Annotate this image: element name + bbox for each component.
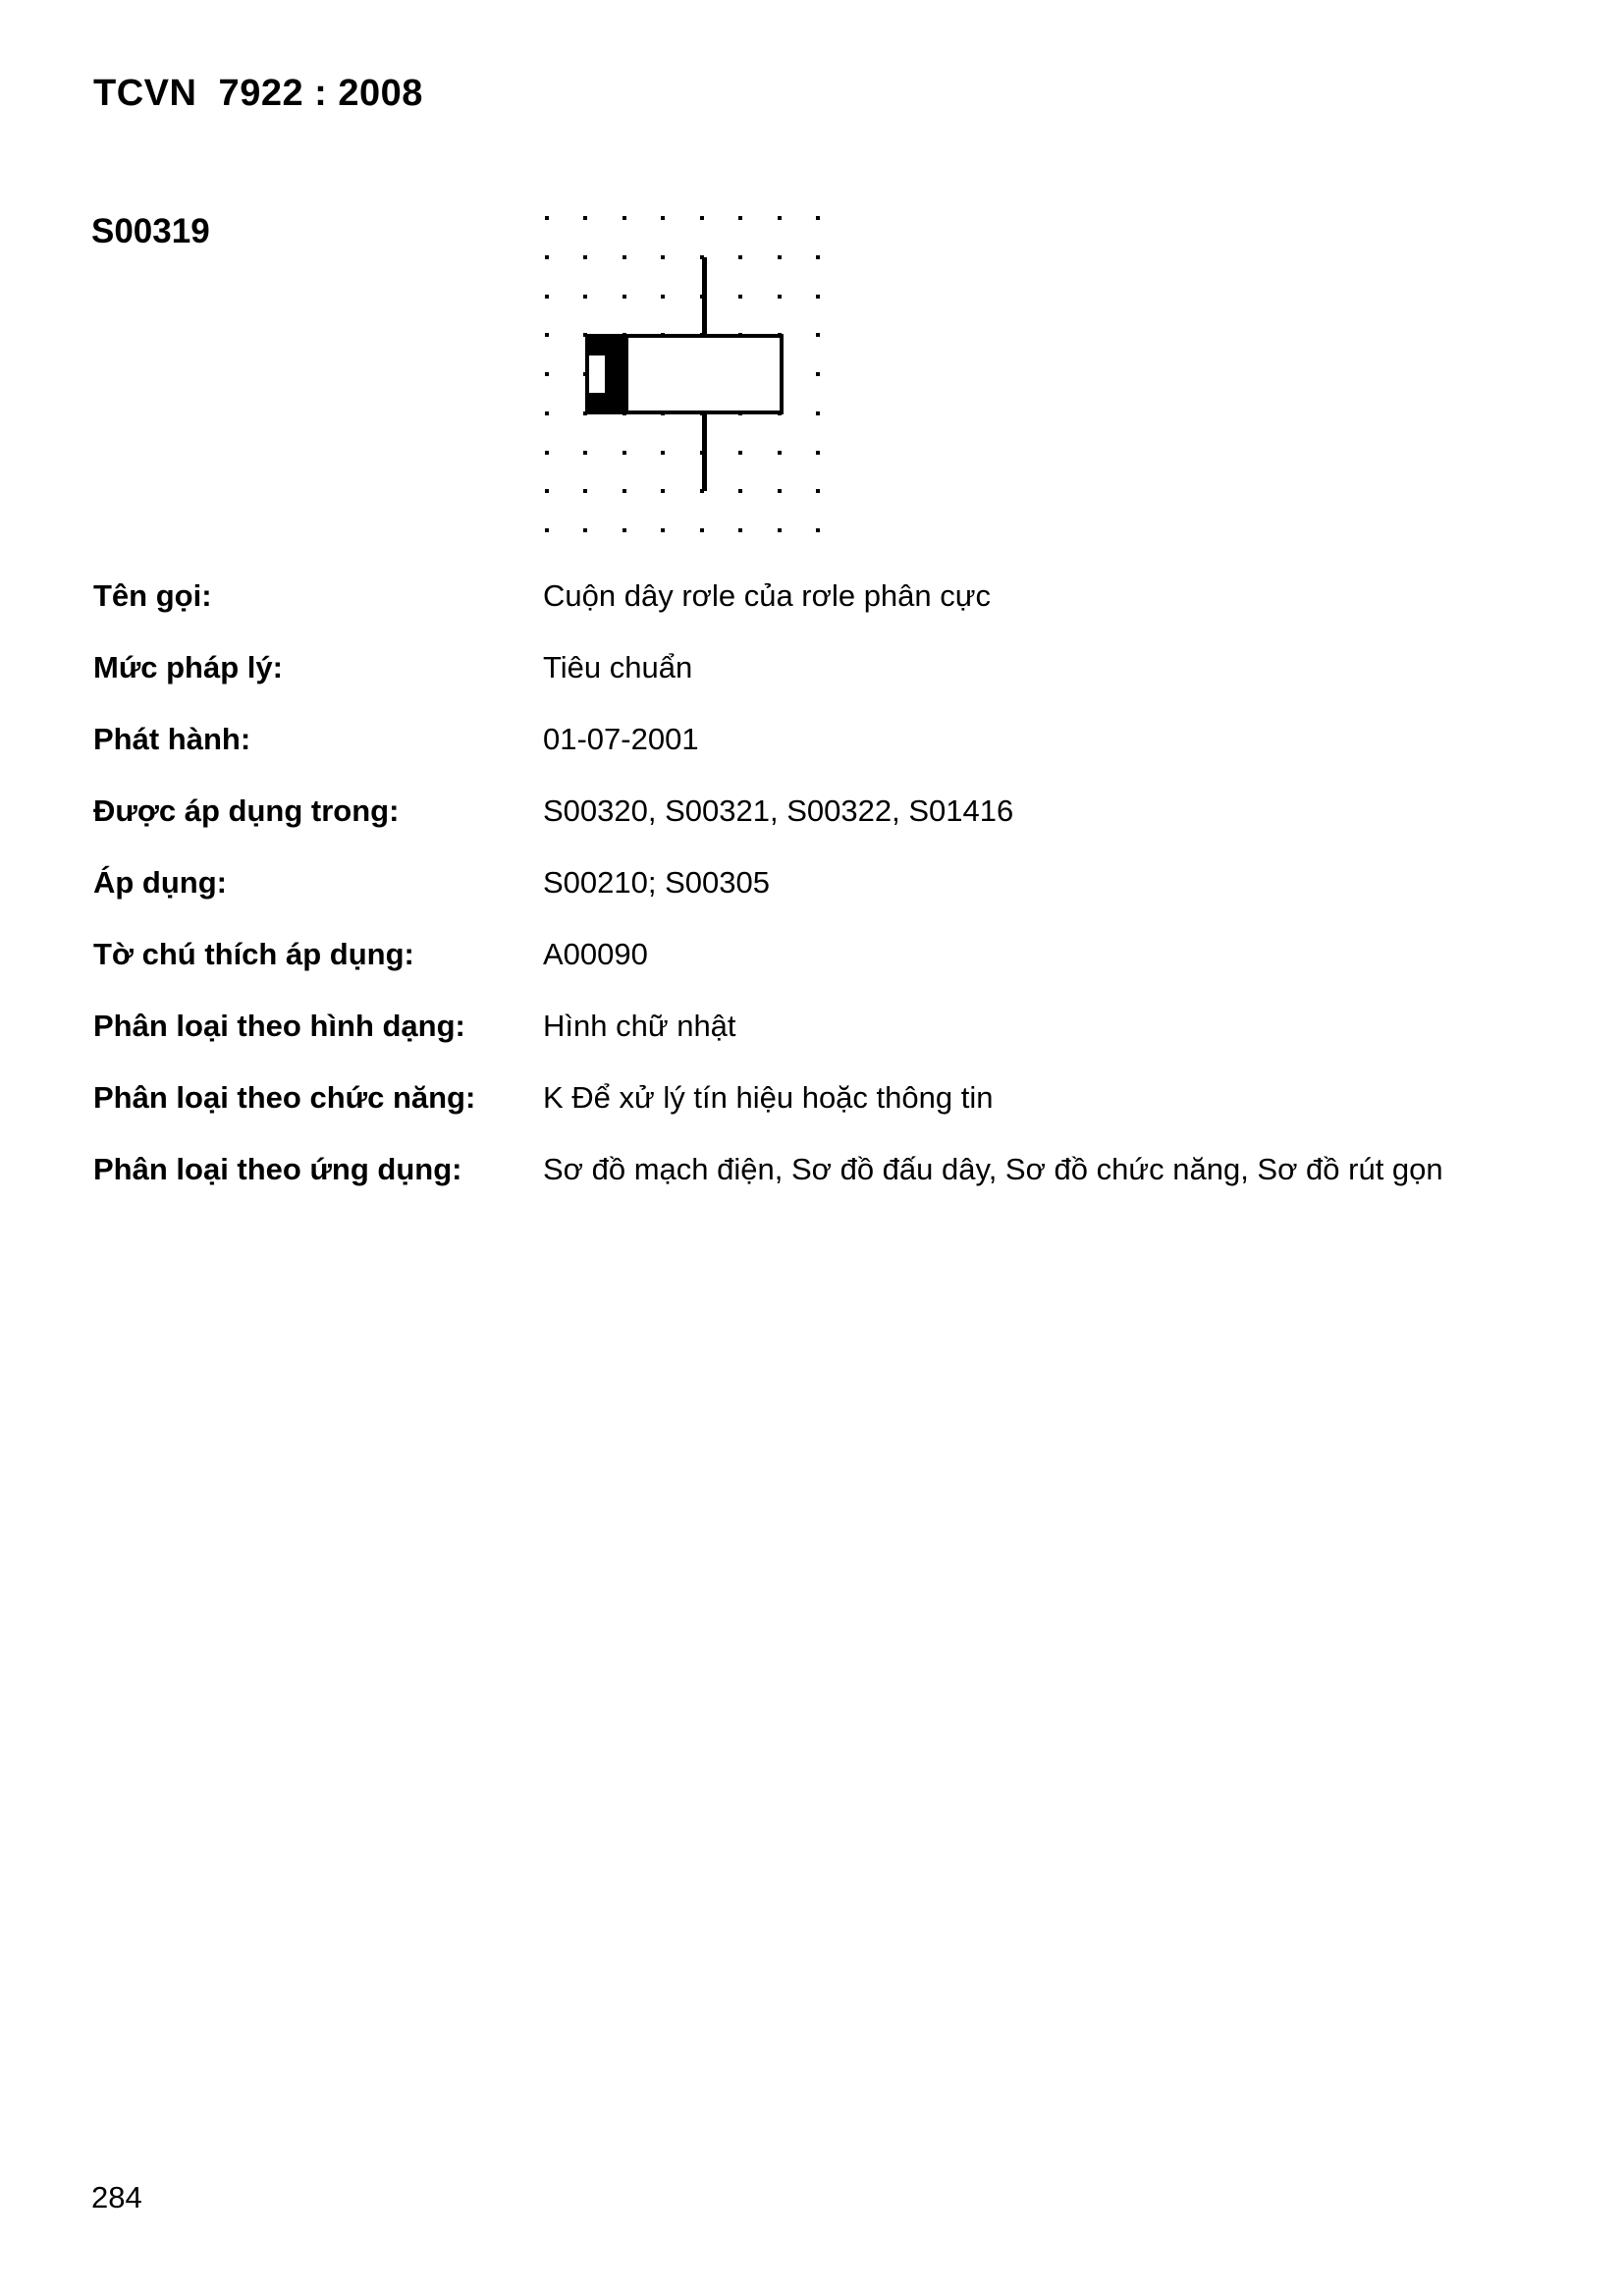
grid-dot <box>583 255 587 259</box>
grid-dot <box>816 528 820 532</box>
field-label: Tờ chú thích áp dụng: <box>93 937 414 971</box>
grid-dot <box>816 411 820 415</box>
grid-dot <box>545 372 549 376</box>
field-value: Sơ đồ mạch điện, Sơ đồ đấu dây, Sơ đồ chức năng, Sơ đồ rút gọn <box>543 1152 1443 1186</box>
grid-dot <box>545 333 549 337</box>
field-list <box>0 574 1624 1219</box>
symbol-figure <box>530 201 844 555</box>
field-value: 01-07-2001 <box>543 722 699 756</box>
grid-dot <box>778 216 782 220</box>
field-row <box>0 1075 1624 1147</box>
grid-dot <box>661 295 665 299</box>
terminal-line-top <box>702 257 707 334</box>
polarity-notch <box>589 355 605 393</box>
field-row <box>0 1147 1624 1219</box>
grid-dot <box>738 528 742 532</box>
grid-dot <box>738 216 742 220</box>
grid-dot <box>623 489 626 493</box>
grid-dot <box>816 372 820 376</box>
grid-dot <box>623 295 626 299</box>
page-number: 284 <box>91 2180 142 2214</box>
grid-dot <box>816 333 820 337</box>
terminal-line-bottom <box>702 414 707 491</box>
grid-dot <box>700 216 704 220</box>
grid-dot <box>738 489 742 493</box>
field-label: Phát hành: <box>93 722 251 756</box>
field-value: Cuộn dây rơle của rơle phân cực <box>543 578 992 613</box>
relay-coil-rectangle <box>585 334 784 414</box>
field-row <box>0 574 1624 645</box>
grid-dot <box>661 489 665 493</box>
field-row <box>0 789 1624 860</box>
grid-dot <box>661 255 665 259</box>
grid-dot <box>545 411 549 415</box>
field-value: Tiêu chuẩn <box>543 650 693 684</box>
field-row <box>0 860 1624 932</box>
grid-dot <box>816 451 820 455</box>
grid-dot <box>545 489 549 493</box>
grid-dot <box>738 255 742 259</box>
grid-dot <box>778 489 782 493</box>
field-row <box>0 645 1624 717</box>
grid-dot <box>738 451 742 455</box>
grid-dot <box>778 451 782 455</box>
field-label: Phân loại theo ứng dụng: <box>93 1152 462 1186</box>
grid-dot <box>545 528 549 532</box>
field-label: Phân loại theo hình dạng: <box>93 1009 465 1043</box>
grid-dot <box>816 255 820 259</box>
grid-dot <box>778 528 782 532</box>
field-value: S00210; S00305 <box>543 865 770 900</box>
polarity-black-block <box>589 338 628 410</box>
field-row <box>0 932 1624 1004</box>
field-label: Phân loại theo chức năng: <box>93 1080 476 1115</box>
grid-dot <box>623 528 626 532</box>
grid-dot <box>545 255 549 259</box>
grid-dot <box>623 216 626 220</box>
grid-dot <box>583 295 587 299</box>
grid-dot <box>738 295 742 299</box>
grid-dot <box>661 528 665 532</box>
field-label: Mức pháp lý: <box>93 650 283 684</box>
grid-dot <box>816 489 820 493</box>
grid-dot <box>583 489 587 493</box>
grid-dot <box>778 255 782 259</box>
field-row <box>0 1004 1624 1075</box>
field-label: Tên gọi: <box>93 578 212 613</box>
page-title: TCVN 7922 : 2008 <box>93 73 423 114</box>
grid-dot <box>816 295 820 299</box>
grid-dot <box>583 216 587 220</box>
field-label: Được áp dụng trong: <box>93 793 400 828</box>
field-value: K Để xử lý tín hiệu hoặc thông tin <box>543 1080 994 1115</box>
field-label: Áp dụng: <box>93 865 228 900</box>
grid-dot <box>545 451 549 455</box>
grid-dot <box>623 255 626 259</box>
grid-dot <box>700 528 704 532</box>
grid-dot <box>661 216 665 220</box>
grid-dot <box>545 216 549 220</box>
grid-dot <box>583 451 587 455</box>
field-row <box>0 717 1624 789</box>
field-value: A00090 <box>543 937 648 971</box>
field-value: Hình chữ nhật <box>543 1009 736 1043</box>
field-value: S00320, S00321, S00322, S01416 <box>543 793 1014 828</box>
grid-dot <box>545 295 549 299</box>
grid-dot <box>623 451 626 455</box>
symbol-id: S00319 <box>91 212 210 250</box>
grid-dot <box>583 528 587 532</box>
grid-dot <box>816 216 820 220</box>
grid-dot <box>661 451 665 455</box>
grid-dot <box>778 295 782 299</box>
